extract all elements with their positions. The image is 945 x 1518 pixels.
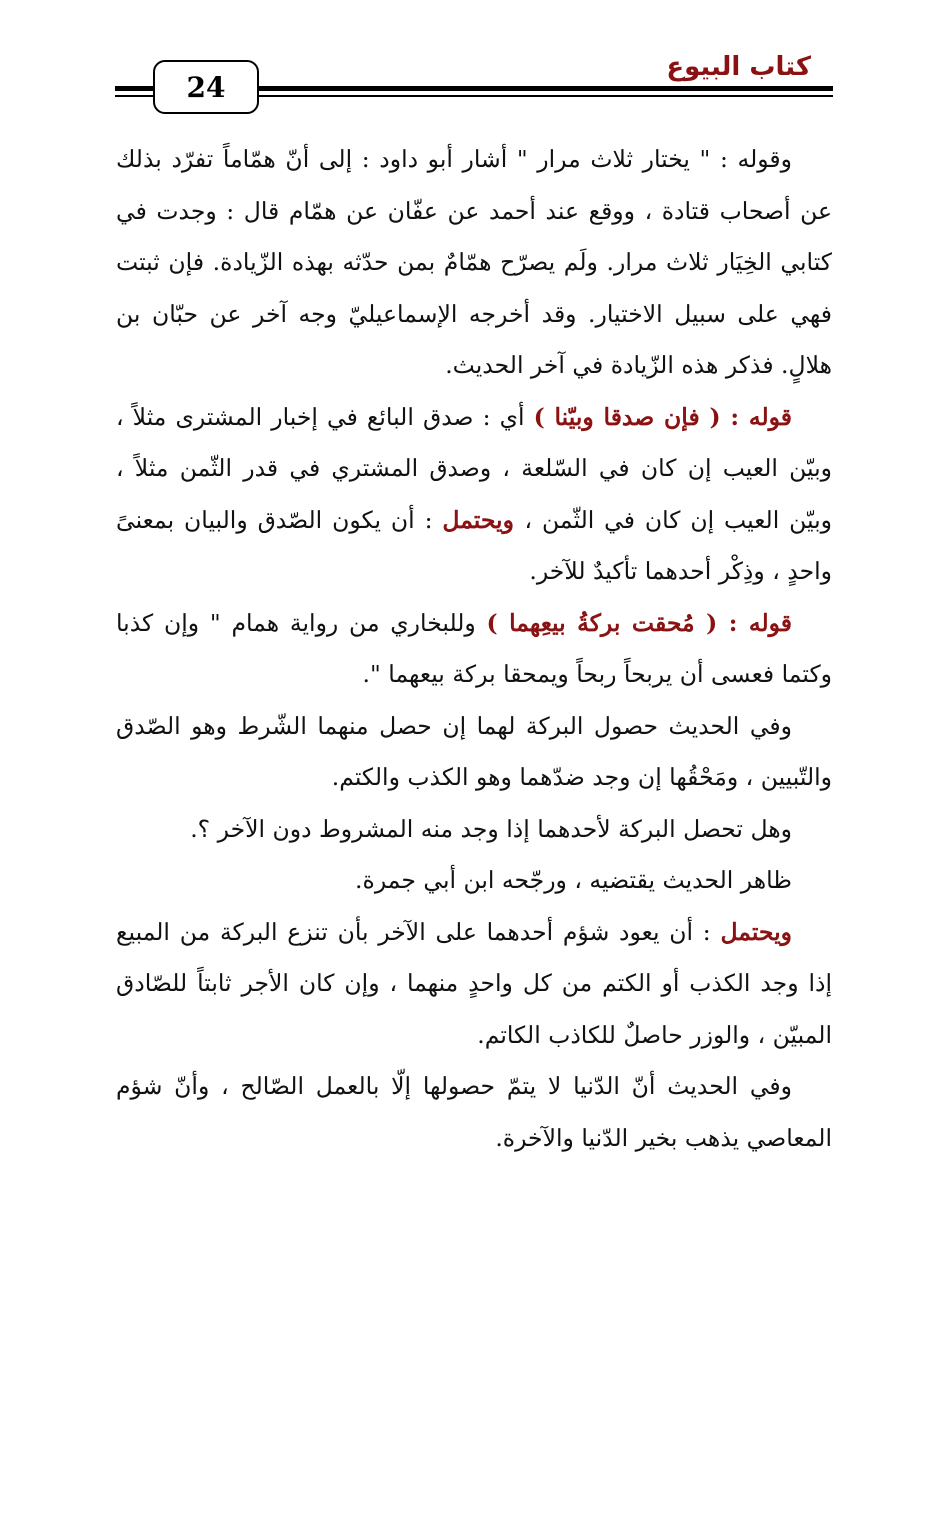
paragraph-text: : أن يعود شؤم أحدهما على الآخر بأن تنزع البركة من المبيع إذا وجد الكذب أو الكتم من كل واحدٍ منهما ، وإن كان الأجر ثابتاً للصّادق المبيّن ، والوزر حاصلٌ للكاذب الكاتم. [116,917,832,1049]
paragraph-text: وفي الحديث أنّ الدّنيا لا يتمّ حصولها إلّا بالعمل الصّالح ، وأنّ شؤم المعاصي يذهب بخير الدّنيا والآخرة. [116,1072,832,1152]
paragraph-text: وللبخاري من رواية همام " وإن كذبا وكتما فعسى أن يربحاً ربحاً ويمحقا بركة بيعهما ". [116,608,832,688]
paragraph-text: ظاهر الحديث يقتضيه ، ورجّحه ابن أبي جمرة. [355,866,792,894]
paragraph-7 [116,907,832,1062]
paragraph-text-tail: : أن يكون الصّدق والبيان بمعنىً واحدٍ ، وذِكْر أحدهما تأكيدٌ للآخر. [116,505,832,585]
paragraph-2 [116,392,832,598]
chapter-title: كتاب البيوع [666,52,811,82]
paragraph-text: وهل تحصل البركة لأحدهما إذا وجد منه المشروط دون الآخر ؟. [190,814,792,843]
page-header [115,54,833,114]
page-number: 24 [153,60,259,114]
paragraph-text: وقوله : " يختار ثلاث مرار " أشار أبو داود : إلى أنّ همّاماً تفرّد بذلك عن أصحاب قتادة ، ووقع عند أحمد عن عفّان عن همّام قال : وجدت في كتابي الخِيَار ثلاث مرار. ولَم يصرّح همّامٌ بمن حدّثه بهذه الزّيادة. فإن ثبتت فهي على سبيل الاختيار. وقد أخرجه الإسماعيليّ وجه آخر عن حبّان بن هلالٍ. فذكر هذه الزّيادة في آخر الحديث. [116,145,832,379]
paragraph-5 [116,804,832,856]
paragraph-4 [116,701,832,804]
paragraph-text: وفي الحديث حصول البركة لهما إن حصل منهما الشّرط وهو الصّدق والتّبيين ، ومَحْقُها إن وجد ضدّهما وهو الكذب والكتم. [116,711,832,791]
quote-lead: قوله : ( فإن صدقا وبيّنا ) [533,402,792,431]
paragraph-8 [116,1061,832,1164]
paragraph-text: أي : صدق البائع في إخبار المشترى مثلاً ، وبيّن العيب إن كان في السّلعة ، وصدق المشتري في قدر الثّمن مثلاً ، وبيّن العيب إن كان في الثّمن ، [116,402,832,534]
page-body [116,134,832,1164]
quote-lead-inline: ويحتمل [442,505,525,534]
quote-lead: قوله : ( مُحقت بركةُ بيعِهما ) [486,608,792,637]
paragraph-6 [116,855,832,907]
paragraph-3 [116,598,832,701]
paragraph-1 [116,134,832,392]
quote-lead: ويحتمل [720,917,792,946]
